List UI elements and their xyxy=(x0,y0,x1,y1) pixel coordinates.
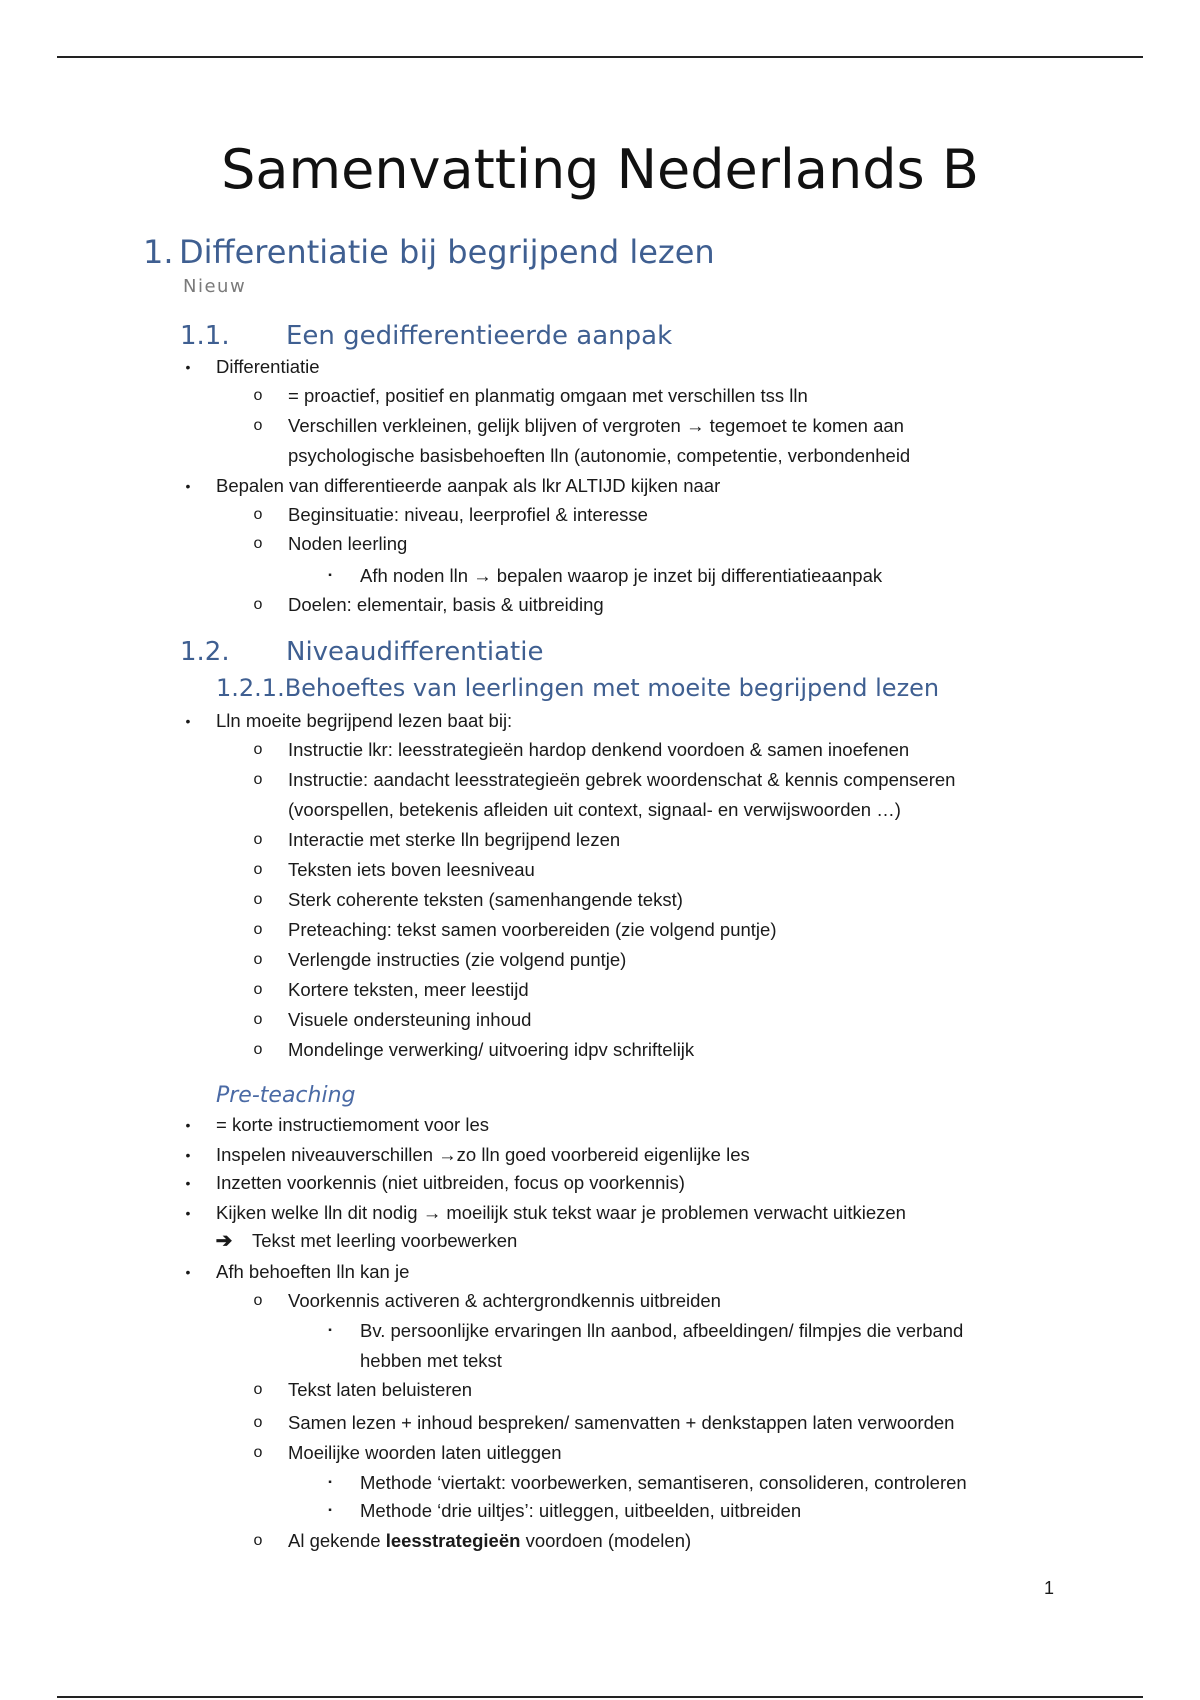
heading-1-2-1 xyxy=(216,673,939,703)
list-item: Samen lezen + inhoud bespreken/ samenvatten + denkstappen laten verwoorden xyxy=(288,1412,955,1433)
list-item xyxy=(288,1528,691,1554)
heading-1-number: 1. xyxy=(143,233,174,271)
circle-bullet-icon: o xyxy=(253,1532,263,1549)
list-item: = korte instructiemoment voor les xyxy=(216,1114,489,1135)
list-item: Preteaching: tekst samen voorbereiden (zie volgend puntje) xyxy=(288,919,777,940)
bullet-icon: • xyxy=(185,1264,191,1280)
bullet-icon: • xyxy=(185,1117,191,1133)
circle-bullet-icon: o xyxy=(253,951,263,968)
heading-1-2-1-number: 1.2.1. xyxy=(216,674,285,702)
list-item-continuation: psychologische basisbehoeften lln (autonomie, competentie, verbondenheid xyxy=(288,445,911,466)
circle-bullet-icon: o xyxy=(253,1041,263,1058)
circle-bullet-icon: o xyxy=(253,535,263,552)
list-item: Mondelinge verwerking/ uitvoering idpv schriftelijk xyxy=(288,1039,695,1060)
list-item: Kortere teksten, meer leestijd xyxy=(288,979,529,1000)
circle-bullet-icon: o xyxy=(253,506,263,523)
circle-bullet-icon: o xyxy=(253,1414,263,1431)
heading-1-2 xyxy=(180,636,543,668)
list-item: Instructie: aandacht leesstrategieën gebrek woordenschat & kennis compenseren xyxy=(288,769,956,790)
list-item-continuation: (voorspellen, betekenis afleiden uit context, signaal- en verwijswoorden …) xyxy=(288,799,901,820)
circle-bullet-icon: o xyxy=(253,1011,263,1028)
list-item: = proactief, positief en planmatig omgaan met verschillen tss lln xyxy=(288,385,808,406)
circle-bullet-icon: o xyxy=(253,891,263,908)
list-item-text: voordoen (modelen) xyxy=(520,1530,692,1551)
list-item-text: Al gekende xyxy=(288,1530,386,1551)
bullet-icon: • xyxy=(185,713,191,729)
footer-rule xyxy=(57,1696,1143,1698)
circle-bullet-icon: o xyxy=(253,417,263,434)
header-rule xyxy=(57,56,1143,58)
circle-bullet-icon: o xyxy=(253,981,263,998)
circle-bullet-icon: o xyxy=(253,1381,263,1398)
heading-1-1 xyxy=(180,320,672,352)
heading-1 xyxy=(143,232,715,272)
square-bullet-icon: ▪ xyxy=(328,1325,332,1336)
circle-bullet-icon: o xyxy=(253,1292,263,1309)
circle-bullet-icon: o xyxy=(253,741,263,758)
bullet-icon: • xyxy=(185,478,191,494)
list-item: Afh noden lln → bepalen waarop je inzet bij differentiatieaanpak xyxy=(360,565,883,586)
bullet-icon: • xyxy=(185,359,191,375)
list-item: Sterk coherente teksten (samenhangende tekst) xyxy=(288,889,683,910)
square-bullet-icon: ▪ xyxy=(328,570,332,581)
list-item: Bepalen van differentieerde aanpak als lkr ALTIJD kijken naar xyxy=(216,475,721,496)
list-item: Verschillen verkleinen, gelijk blijven of vergroten → tegemoet te komen aan xyxy=(288,415,904,436)
list-item: Differentiatie xyxy=(216,356,320,377)
page-number: 1 xyxy=(1044,1578,1055,1598)
heading-1-2-number: 1.2. xyxy=(180,637,230,667)
heading-1-1-text: Een gedifferentieerde aanpak xyxy=(286,321,673,351)
list-item: Methode ‘drie uiltjes’: uitleggen, uitbeelden, uitbreiden xyxy=(360,1500,802,1521)
list-item: Interactie met sterke lln begrijpend lezen xyxy=(288,829,621,850)
bullet-icon: • xyxy=(185,1205,191,1221)
heading-1-2-1-text: Behoeftes van leerlingen met moeite begrijpend lezen xyxy=(284,674,940,702)
heading-1-2-text: Niveaudifferentiatie xyxy=(286,637,544,667)
circle-bullet-icon: o xyxy=(253,861,263,878)
heading-1-1-number: 1.1. xyxy=(180,321,230,351)
square-bullet-icon: ▪ xyxy=(328,1505,332,1516)
square-bullet-icon: ▪ xyxy=(328,1477,332,1488)
list-item: Doelen: elementair, basis & uitbreiding xyxy=(288,594,604,615)
list-item: Tekst met leerling voorbewerken xyxy=(252,1230,518,1251)
list-item: Noden leerling xyxy=(288,533,408,554)
list-item: Verlengde instructies (zie volgend puntje) xyxy=(288,949,627,970)
circle-bullet-icon: o xyxy=(253,1444,263,1461)
list-item: Beginsituatie: niveau, leerprofiel & interesse xyxy=(288,504,648,525)
list-item: Inspelen niveauverschillen →zo lln goed voorbereid eigenlijke les xyxy=(216,1144,750,1165)
circle-bullet-icon: o xyxy=(253,596,263,613)
list-item: Visuele ondersteuning inhoud xyxy=(288,1009,532,1030)
circle-bullet-icon: o xyxy=(253,771,263,788)
list-item: Moeilijke woorden laten uitleggen xyxy=(288,1442,562,1463)
list-item-continuation: hebben met tekst xyxy=(360,1350,502,1371)
list-item: Lln moeite begrijpend lezen baat bij: xyxy=(216,710,513,731)
circle-bullet-icon: o xyxy=(253,831,263,848)
list-item-emphasis: leesstrategieën xyxy=(385,1530,521,1551)
list-item: Tekst laten beluisteren xyxy=(288,1379,473,1400)
list-item: Instructie lkr: leesstrategieën hardop denkend voordoen & samen inoefenen xyxy=(288,739,910,760)
circle-bullet-icon: o xyxy=(253,387,263,404)
circle-bullet-icon: o xyxy=(253,921,263,938)
bullet-icon: • xyxy=(185,1175,191,1191)
bullet-icon: • xyxy=(185,1147,191,1163)
list-item: Voorkennis activeren & achtergrondkennis uitbreiden xyxy=(288,1290,721,1311)
list-item: Afh behoeften lln kan je xyxy=(216,1261,410,1282)
list-item: Teksten iets boven leesniveau xyxy=(288,859,535,880)
status-tag: Nieuw xyxy=(183,276,247,297)
document-title: Samenvatting Nederlands B xyxy=(221,138,979,201)
list-item: Methode ‘viertakt: voorbewerken, semantiseren, consolideren, controleren xyxy=(360,1472,967,1493)
list-item: Bv. persoonlijke ervaringen lln aanbod, afbeeldingen/ filmpjes die verband xyxy=(360,1320,964,1341)
heading-1-text: Differentiatie bij begrijpend lezen xyxy=(179,233,715,271)
list-item: Kijken welke lln dit nodig → moeilijk stuk tekst waar je problemen verwacht uitkiezen xyxy=(216,1202,906,1223)
list-item: Inzetten voorkennis (niet uitbreiden, focus op voorkennis) xyxy=(216,1172,685,1193)
heading-pre-teaching: Pre-teaching xyxy=(216,1083,356,1108)
arrow-right-icon: ➔ xyxy=(215,1230,233,1252)
